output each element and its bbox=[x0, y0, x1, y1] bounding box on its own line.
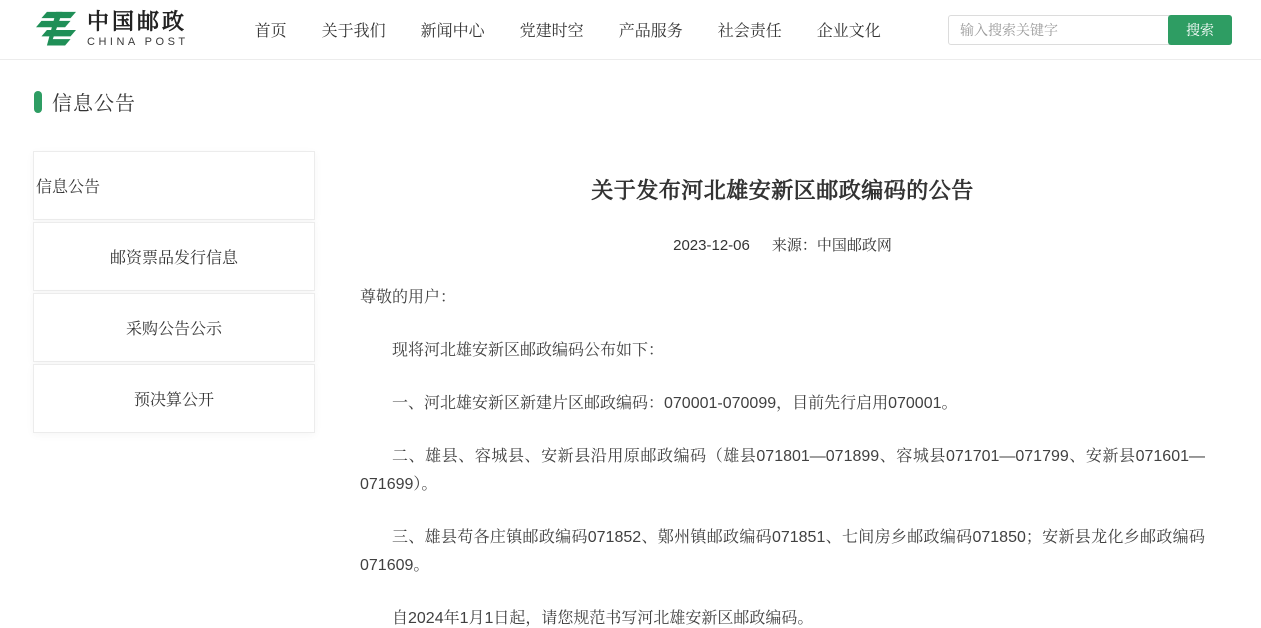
nav-item-about-us[interactable]: 关于我们 bbox=[321, 23, 386, 40]
logo-text bbox=[87, 11, 189, 48]
search-box bbox=[948, 15, 1232, 45]
article-body bbox=[360, 284, 1205, 628]
nav-item-social-responsibility[interactable]: 社会责任 bbox=[717, 23, 782, 40]
sidebar-item-stamp-issue-info[interactable]: 邮资票品发行信息 bbox=[33, 222, 315, 291]
article bbox=[360, 151, 1231, 628]
article-paragraph: 三、雄县苟各庄镇邮政编码071852、鄚州镇邮政编码071851、七间房乡邮政编码071850；安新县龙化乡邮政编码071609。 bbox=[360, 529, 1205, 574]
header bbox=[0, 0, 1261, 60]
nav-item-party-building[interactable]: 党建时空 bbox=[519, 23, 584, 40]
article-paragraph: 尊敬的用户： bbox=[360, 289, 457, 306]
logo-en-text: CHINA POST bbox=[87, 36, 189, 48]
sidebar-item-procurement-notice[interactable]: 采购公告公示 bbox=[33, 293, 315, 362]
article-title: 关于发布河北雄安新区邮政编码的公告 bbox=[591, 178, 974, 203]
article-paragraph: 一、河北雄安新区新建片区邮政编码：070001-070099，目前先行启用070001。 bbox=[392, 395, 958, 412]
nav-item-corporate-culture[interactable]: 企业文化 bbox=[816, 23, 881, 40]
sidebar-item-info-notice[interactable]: 信息公告 bbox=[33, 151, 315, 220]
logo-cn-text: 中国邮政 bbox=[87, 9, 188, 34]
search-button[interactable]: 搜索 bbox=[1168, 15, 1232, 45]
china-post-emblem-icon bbox=[34, 10, 78, 50]
nav-item-news-center[interactable]: 新闻中心 bbox=[420, 23, 485, 40]
article-paragraph: 二、雄县、容城县、安新县沿用原邮政编码（雄县071801—071899、容城县071701—071799、安新县071601—071699）。 bbox=[360, 448, 1205, 493]
article-paragraph: 现将河北雄安新区邮政编码公布如下： bbox=[392, 342, 665, 359]
nav-item-products-services[interactable]: 产品服务 bbox=[618, 23, 683, 40]
sidebar bbox=[33, 151, 315, 435]
article-source: 来源：中国邮政网 bbox=[771, 237, 892, 254]
china-post-logo[interactable] bbox=[34, 10, 189, 50]
section-title: 信息公告 bbox=[52, 93, 136, 115]
sidebar-item-budget-disclosure[interactable]: 预决算公开 bbox=[33, 364, 315, 433]
section-marker bbox=[34, 91, 42, 113]
content-layout bbox=[33, 151, 1231, 628]
article-paragraph: 自2024年1月1日起，请您规范书写河北雄安新区邮政编码。 bbox=[392, 610, 814, 627]
article-meta bbox=[360, 234, 1205, 255]
article-date: 2023-12-06 bbox=[673, 237, 750, 254]
nav-item-home[interactable]: 首页 bbox=[254, 23, 287, 40]
main-nav bbox=[255, 18, 916, 41]
section-title-row bbox=[34, 87, 1261, 116]
